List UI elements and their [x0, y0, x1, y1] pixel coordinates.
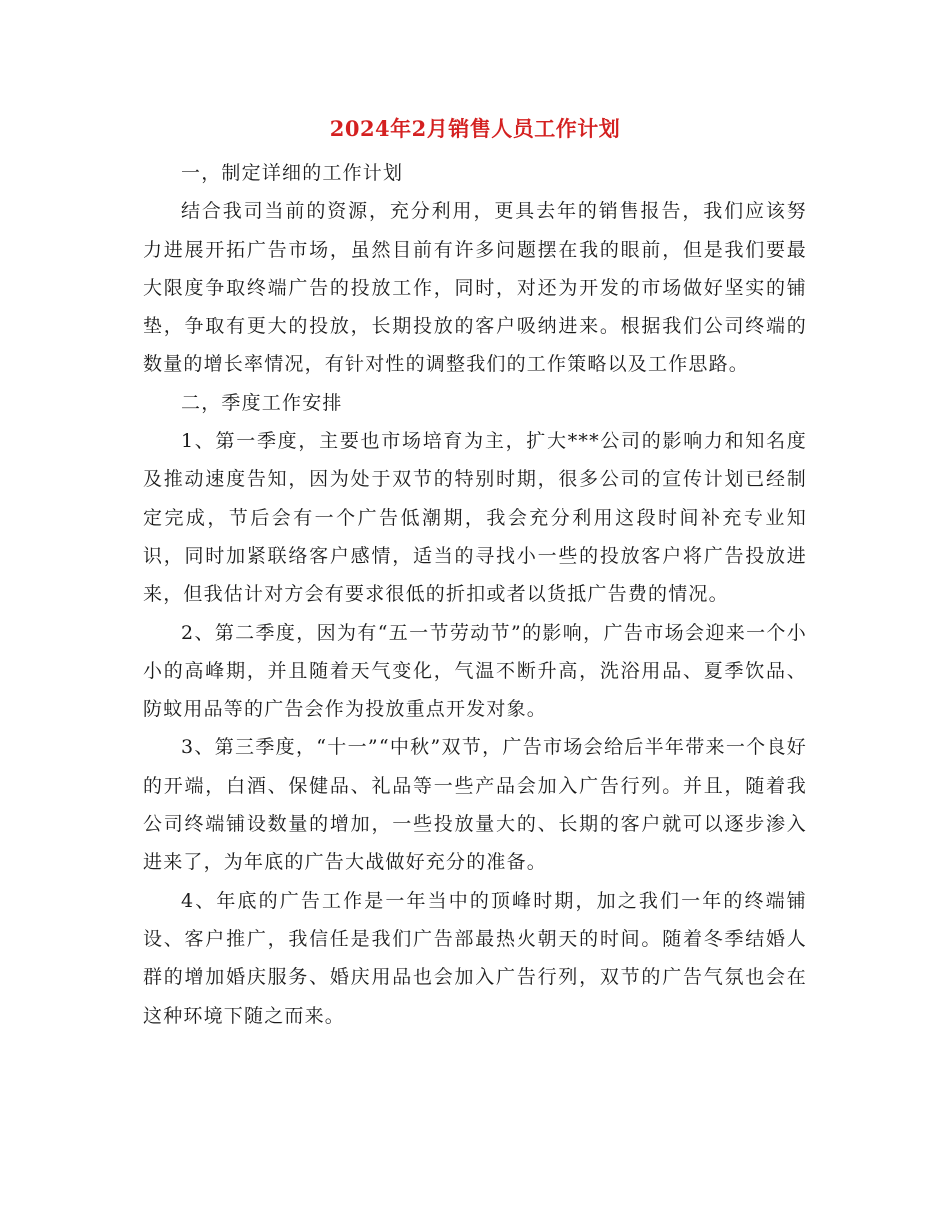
body-paragraph-q2: 2、第二季度，因为有“五一节劳动节”的影响，广告市场会迎来一个小小的高峰期，并且随着天气变化，气温不断升高，洗浴用品、夏季饮品、防蚊用品等的广告会作为投放重点开发对象。	[143, 621, 807, 721]
body-paragraph-plan: 结合我司当前的资源，充分利用，更具去年的销售报告，我们应该努力进展开拓广告市场，虽然目前有许多问题摆在我的眼前，但是我们要最大限度争取终端广告的投放工作，同时，对还为开发的市场做好坚实的铺垫，争取有更大的投放，长期投放的客户吸纳进来。根据我们公司终端的数量的增长率情况，有针对性的调整我们的工作策略以及工作思路。	[143, 200, 807, 376]
section-heading-1: 一，制定详细的工作计划	[181, 162, 404, 184]
section-heading-2: 二，季度工作安排	[181, 391, 343, 414]
document-body	[143, 154, 807, 1035]
document-title: 2024年2月销售人员工作计划	[329, 116, 621, 141]
body-paragraph-q4: 4、年底的广告工作是一年当中的顶峰时期，加之我们一年的终端铺设、客户推广，我信任是我们广告部最热火朝天的时间。随着冬季结婚人群的增加婚庆服务、婚庆用品也会加入广告行列，双节的广告气氛也会在这种环境下随之而来。	[143, 889, 807, 1027]
body-paragraph-q3: 3、第三季度，“十一”“中秋”双节，广告市场会给后半年带来一个良好的开端，白酒、保健品、礼品等一些产品会加入广告行列。并且，随着我公司终端铺设数量的增加，一些投放量大的、长期的客户就可以逐步渗入进来了，为年底的广告大战做好充分的准备。	[143, 736, 807, 874]
body-paragraph-q1: 1、第一季度，主要也市场培育为主，扩大***公司的影响力和知名度及推动速度告知，因为处于双节的特别时期，很多公司的宣传计划已经制定完成，节后会有一个广告低潮期，我会充分利用这段时间补充专业知识，同时加紧联络客户感情，适当的寻找小一些的投放客户将广告投放进来，但我估计对方会有要求很低的折扣或者以货抵广告费的情况。	[143, 430, 807, 606]
